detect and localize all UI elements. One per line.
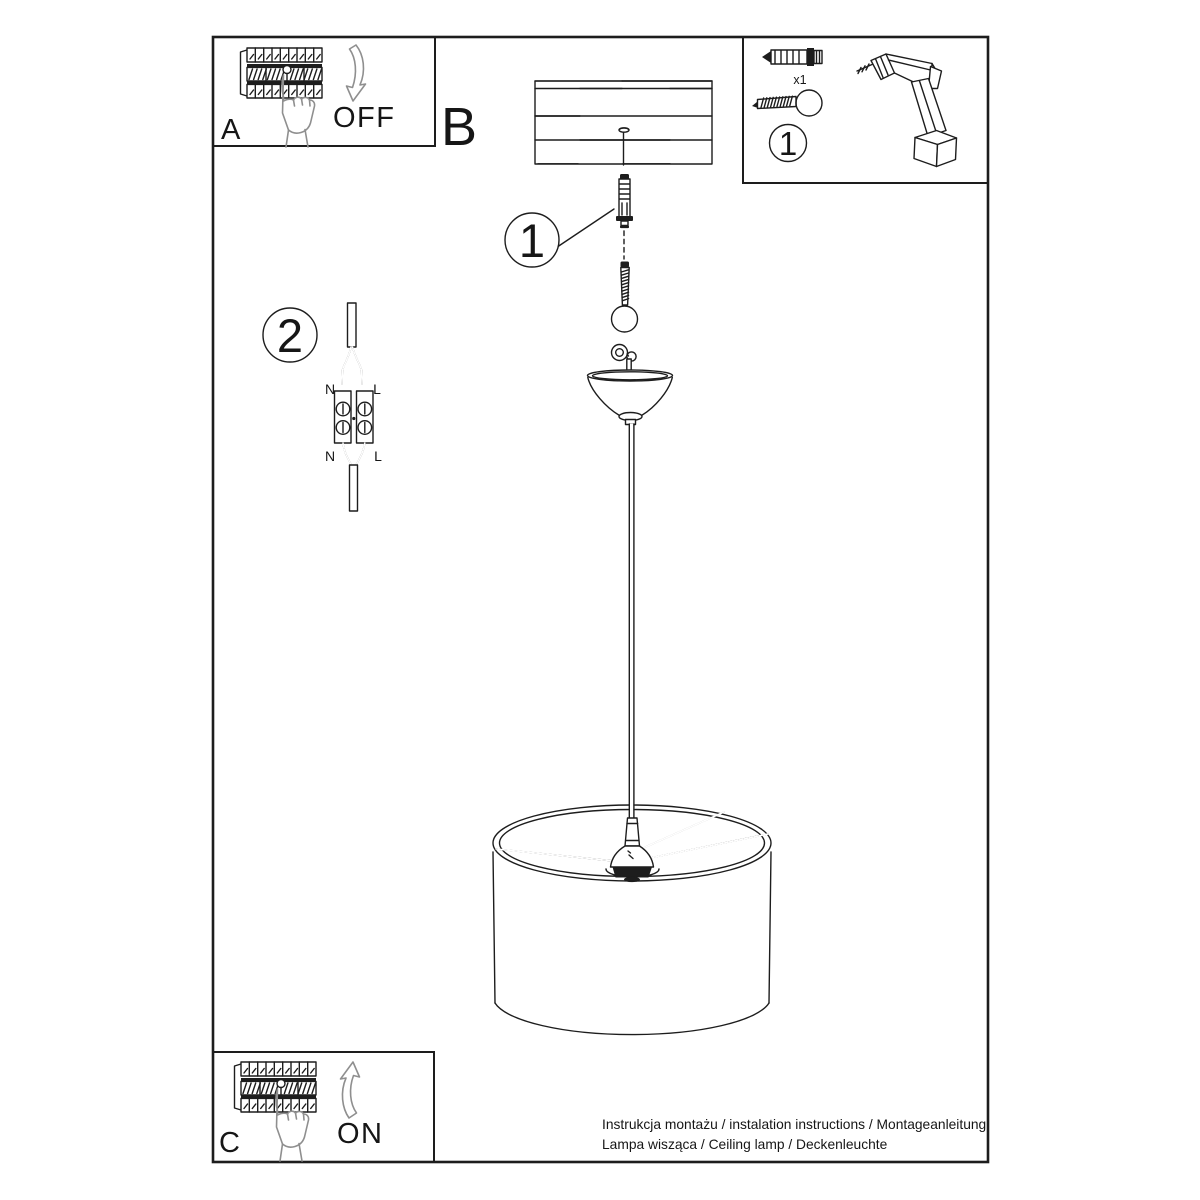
- footer-title-line: Instrukcja montażu / instalation instructions / Montageanleitung: [602, 1117, 987, 1132]
- step-c-panel: [213, 1052, 434, 1162]
- callout-1-number: 1: [518, 214, 546, 267]
- parts-box: [743, 37, 988, 183]
- parts-callout-number: 1: [778, 125, 798, 162]
- wiring-diagram: [325, 303, 382, 511]
- plug-quantity-label: x1: [793, 73, 807, 87]
- arrow-down-icon: [347, 45, 366, 101]
- canopy-illustration: [588, 359, 673, 425]
- callout-1-leader: [557, 209, 615, 248]
- arrow-up-icon: [341, 1062, 360, 1118]
- drill-icon: [857, 54, 957, 167]
- step-c-letter: C: [219, 1127, 240, 1159]
- callout-2-number: 2: [276, 309, 304, 362]
- terminal-label-l-top: L: [373, 381, 381, 397]
- step-b-letter: B: [441, 97, 478, 157]
- power-on-label: ON: [337, 1118, 384, 1150]
- breaker-panel-illustration: [241, 48, 323, 98]
- power-off-label: OFF: [333, 102, 396, 134]
- terminal-label-n-top: N: [324, 381, 336, 397]
- pendant-cable: [629, 424, 634, 818]
- terminal-label-l-bottom: L: [374, 448, 382, 464]
- wall-plug-icon: [762, 48, 822, 66]
- step-a-letter: A: [221, 114, 241, 146]
- screw-hook-icon: [752, 90, 822, 116]
- sheet-frame: [213, 37, 988, 1162]
- breaker-panel-illustration: [235, 1062, 317, 1112]
- footer-product-line: Lampa wisząca / Ceiling lamp / Deckenleuchte: [602, 1137, 888, 1152]
- screw-hook-vertical: [612, 262, 638, 333]
- terminal-label-n-bottom: N: [324, 448, 336, 464]
- step-a-panel: [213, 37, 435, 147]
- lamp-socket-illustration: [606, 818, 659, 882]
- wall-plug-vertical: [616, 174, 633, 228]
- canopy-hook-link: [612, 345, 637, 362]
- footer: [602, 1117, 986, 1152]
